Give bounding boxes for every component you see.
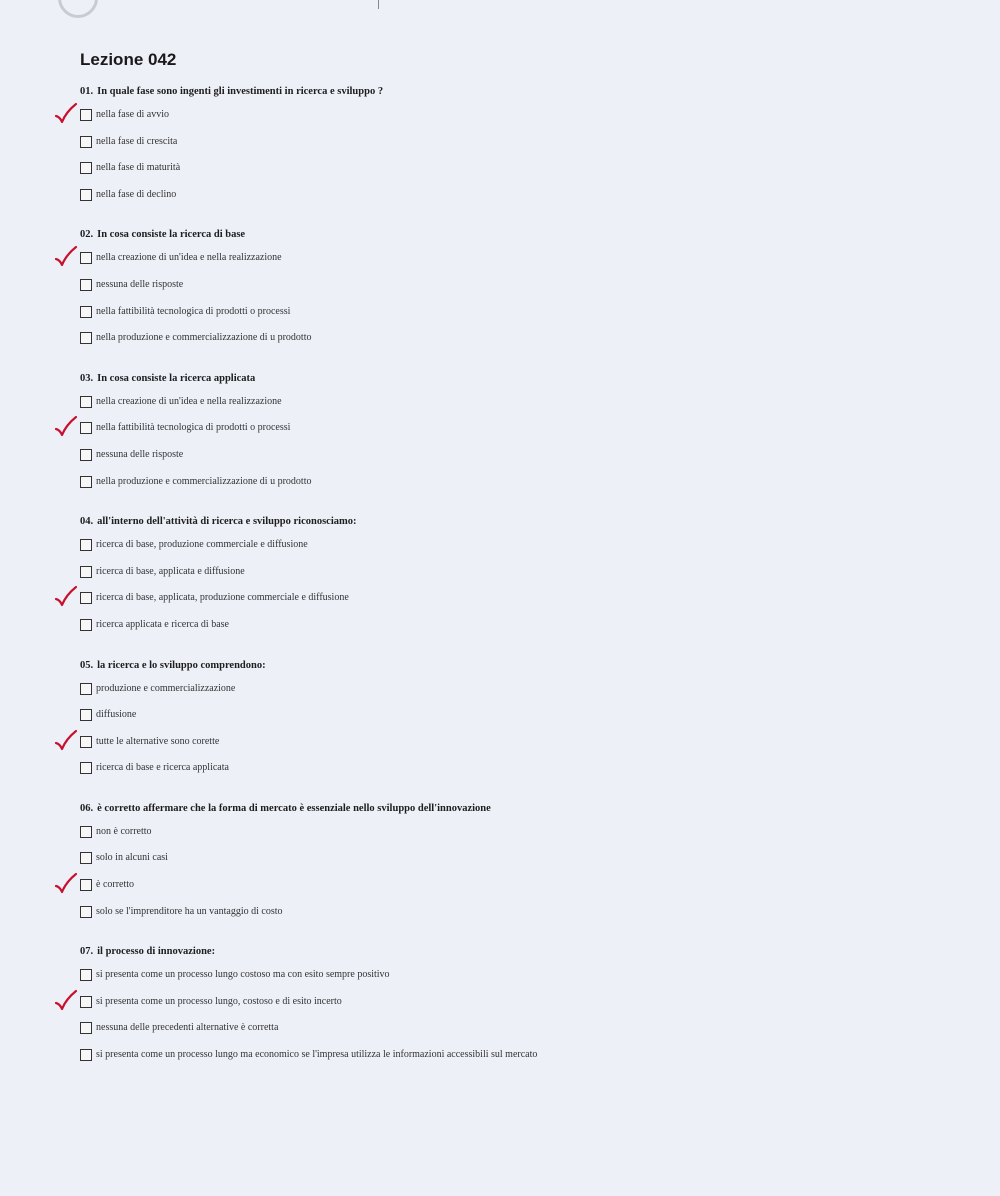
page-title: Lezione 042 [80, 50, 177, 69]
answer-option[interactable] [80, 851, 960, 878]
question-block [80, 660, 960, 788]
answer-option[interactable] [80, 108, 960, 135]
question-label: la ricerca e lo sviluppo comprendono: [97, 659, 266, 671]
answer-label: solo in alcuni casi [96, 852, 168, 864]
answer-checkbox[interactable] [80, 332, 92, 344]
answer-checkbox[interactable] [80, 709, 92, 721]
answer-option[interactable] [80, 448, 960, 475]
answer-option[interactable] [80, 968, 960, 995]
answer-checkbox[interactable] [80, 449, 92, 461]
answer-option[interactable] [80, 708, 960, 735]
logo-icon [50, 0, 107, 26]
question-text [80, 86, 960, 108]
question-text [80, 229, 960, 251]
answer-checkbox[interactable] [80, 136, 92, 148]
answer-label: ricerca di base, applicata, produzione commerciale e diffusione [96, 592, 349, 604]
answer-checkbox[interactable] [80, 592, 92, 604]
answer-checkbox[interactable] [80, 879, 92, 891]
answer-option[interactable] [80, 331, 960, 358]
question-label: In cosa consiste la ricerca applicata [97, 372, 256, 384]
question-text [80, 373, 960, 395]
answer-checkbox[interactable] [80, 762, 92, 774]
question-text [80, 660, 960, 682]
answer-label: solo se l'imprenditore ha un vantaggio di costo [96, 905, 283, 917]
answer-option[interactable] [80, 188, 960, 215]
answer-option[interactable] [80, 395, 960, 422]
answer-label: produzione e commercializzazione [96, 682, 236, 694]
answer-option[interactable] [80, 475, 960, 502]
question-block [80, 803, 960, 931]
page-header-decoration [0, 0, 1000, 14]
answer-checkbox[interactable] [80, 189, 92, 201]
answer-label: nella creazione di un'idea e nella realizzazione [96, 395, 282, 407]
question-label: il processo di innovazione: [97, 946, 216, 958]
answer-option[interactable] [80, 878, 960, 905]
question-label: all'interno dell'attività di ricerca e sviluppo riconosciamo: [97, 516, 357, 528]
answer-option[interactable] [80, 591, 960, 618]
question-block [80, 373, 960, 501]
answer-label: si presenta come un processo lungo, costoso e di esito incerto [96, 995, 342, 1007]
checkmark-icon [52, 873, 78, 895]
answer-checkbox[interactable] [80, 162, 92, 174]
checkmark-icon [52, 416, 78, 438]
question-text [80, 516, 960, 538]
question-number: 01. [80, 86, 94, 97]
answer-checkbox[interactable] [80, 1022, 92, 1034]
answer-checkbox[interactable] [80, 306, 92, 318]
question-number: 05. [80, 659, 94, 671]
answer-option[interactable] [80, 825, 960, 852]
answer-label: nella produzione e commercializzazione di u prodotto [96, 332, 312, 344]
answer-option[interactable] [80, 1021, 960, 1048]
question-label: In cosa consiste la ricerca di base [97, 229, 246, 241]
answer-label: ricerca di base e ricerca applicata [96, 762, 229, 774]
answer-label: nella fattibilità tecnologica di prodotti o processi [96, 422, 291, 434]
answer-label: diffusione [96, 709, 137, 721]
answer-option[interactable] [80, 905, 960, 932]
answer-option[interactable] [80, 1048, 960, 1075]
answer-option[interactable] [80, 161, 960, 188]
question-number: 06. [80, 802, 94, 814]
checkmark-icon [52, 586, 78, 608]
question-block [80, 86, 960, 214]
question-text [80, 803, 960, 825]
answer-label: ricerca applicata e ricerca di base [96, 618, 229, 630]
answer-label: non è corretto [96, 825, 152, 837]
answer-option[interactable] [80, 565, 960, 592]
answer-checkbox[interactable] [80, 566, 92, 578]
answer-option[interactable] [80, 735, 960, 762]
answer-label: ricerca di base, applicata e diffusione [96, 565, 245, 577]
question-number: 02. [80, 229, 94, 241]
answer-checkbox[interactable] [80, 396, 92, 408]
answer-label: nella fase di crescita [96, 135, 178, 147]
answer-option[interactable] [80, 618, 960, 645]
answer-label: tutte le alternative sono corette [96, 735, 220, 747]
question-list [80, 86, 960, 1090]
answer-checkbox[interactable] [80, 1049, 92, 1061]
answer-checkbox[interactable] [80, 852, 92, 864]
question-number: 03. [80, 372, 94, 384]
answer-checkbox[interactable] [80, 252, 92, 264]
answer-option[interactable] [80, 995, 960, 1022]
question-block [80, 516, 960, 644]
answer-checkbox[interactable] [80, 619, 92, 631]
answer-checkbox[interactable] [80, 683, 92, 695]
answer-option[interactable] [80, 305, 960, 332]
question-text [80, 946, 960, 968]
answer-option[interactable] [80, 135, 960, 162]
answer-option[interactable] [80, 251, 960, 278]
answer-label: nella creazione di un'idea e nella realizzazione [96, 252, 282, 264]
question-label: è corretto affermare che la forma di mercato è essenziale nello sviluppo dell'innovazione [97, 802, 491, 814]
answer-checkbox[interactable] [80, 279, 92, 291]
question-number: 04. [80, 516, 94, 528]
checkmark-icon [52, 990, 78, 1012]
answer-label: nella fattibilità tecnologica di prodotti o processi [96, 305, 291, 317]
answer-label: nessuna delle precedenti alternative è corretta [96, 1022, 279, 1034]
answer-checkbox[interactable] [80, 736, 92, 748]
answer-option[interactable] [80, 538, 960, 565]
answer-checkbox[interactable] [80, 996, 92, 1008]
answer-option[interactable] [80, 682, 960, 709]
answer-label: è corretto [96, 879, 135, 891]
answer-label: nella fase di avvio [96, 109, 170, 120]
answer-option[interactable] [80, 761, 960, 788]
checkmark-icon [52, 730, 78, 752]
question-block [80, 229, 960, 357]
question-block [80, 946, 960, 1074]
answer-option[interactable] [80, 278, 960, 305]
answer-checkbox[interactable] [80, 476, 92, 488]
answer-checkbox[interactable] [80, 969, 92, 981]
answer-label: nella fase di declino [96, 188, 177, 200]
question-number: 07. [80, 946, 94, 958]
checkmark-icon [52, 246, 78, 268]
answer-checkbox[interactable] [80, 539, 92, 551]
header-divider [378, 0, 379, 9]
answer-checkbox[interactable] [80, 109, 92, 121]
answer-checkbox[interactable] [80, 906, 92, 918]
answer-checkbox[interactable] [80, 826, 92, 838]
checkmark-icon [52, 103, 78, 125]
answer-label: nessuna delle risposte [96, 278, 184, 290]
answer-label: nessuna delle risposte [96, 448, 184, 460]
answer-label: si presenta come un processo lungo ma economico se l'impresa utilizza le informazioni accessibili sul mercato [96, 1049, 538, 1061]
answer-option[interactable] [80, 421, 960, 448]
answer-label: si presenta come un processo lungo costoso ma con esito sempre positivo [96, 969, 390, 981]
answer-label: nella produzione e commercializzazione di u prodotto [96, 475, 312, 487]
answer-checkbox[interactable] [80, 422, 92, 434]
answer-label: nella fase di maturità [96, 162, 181, 174]
answer-label: ricerca di base, produzione commerciale e diffusione [96, 539, 308, 551]
question-label: In quale fase sono ingenti gli investimenti in ricerca e sviluppo ? [97, 86, 384, 97]
